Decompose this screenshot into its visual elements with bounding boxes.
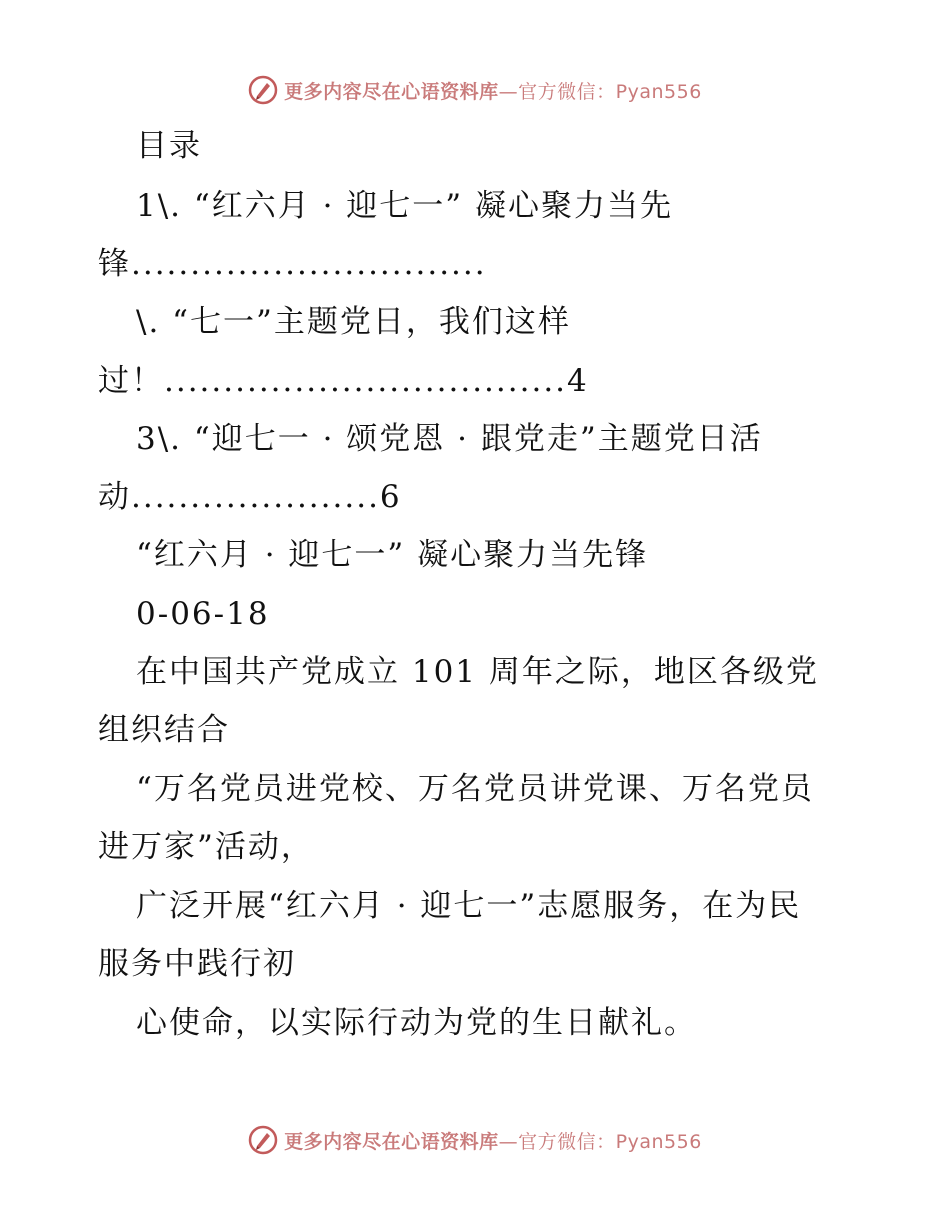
header-banner <box>0 70 950 110</box>
toc-item-1-line1: 1\. “红六月 · 迎七一” 凝心聚力当先 <box>136 188 673 224</box>
paragraph-line: 广泛开展“红六月 · 迎七一”志愿服务，在为民 <box>136 888 802 924</box>
toc-title: 目录 <box>136 128 202 164</box>
toc-item-2-line1: \. “七一”主题党日，我们这样 <box>136 304 571 340</box>
banner-site-text: 更多内容尽在心语资料库 <box>284 1130 499 1153</box>
toc-item-3-line1: 3\. “迎七一 · 颂党恩 · 跟党走”主题党日活 <box>136 421 763 457</box>
banner-wechat-text: 官方微信：Pyan556 <box>518 80 702 103</box>
banner-text <box>284 77 702 104</box>
banner-separator: — <box>498 1130 519 1153</box>
pen-logo-icon <box>248 75 278 105</box>
article-date: 0-06-18 <box>136 596 270 632</box>
banner-site-text: 更多内容尽在心语资料库 <box>284 80 499 103</box>
footer-banner <box>0 1120 950 1160</box>
paragraph-line: 心使命，以实际行动为党的生日献礼。 <box>136 1005 697 1041</box>
toc-item-2-line2: 过！..................................4 <box>98 363 589 399</box>
paragraph-line: 进万家”活动， <box>98 829 314 865</box>
paragraph-line: 在中国共产党成立 101 周年之际，地区各级党 <box>136 654 819 690</box>
paragraph-line: 组织结合 <box>98 712 230 748</box>
toc-item-1-line2: 锋.............................. <box>98 246 487 282</box>
banner-separator: — <box>498 80 519 103</box>
toc-item-3-line2: 动.....................6 <box>98 479 402 515</box>
paragraph-line: “万名党员进党校、万名党员讲党课、万名党员 <box>136 771 814 807</box>
banner-wechat-text: 官方微信：Pyan556 <box>518 1130 702 1153</box>
pen-logo-icon <box>248 1125 278 1155</box>
paragraph-line: 服务中践行初 <box>98 946 296 982</box>
article-title: “红六月 · 迎七一” 凝心聚力当先锋 <box>136 537 649 573</box>
banner-text <box>284 1127 702 1154</box>
